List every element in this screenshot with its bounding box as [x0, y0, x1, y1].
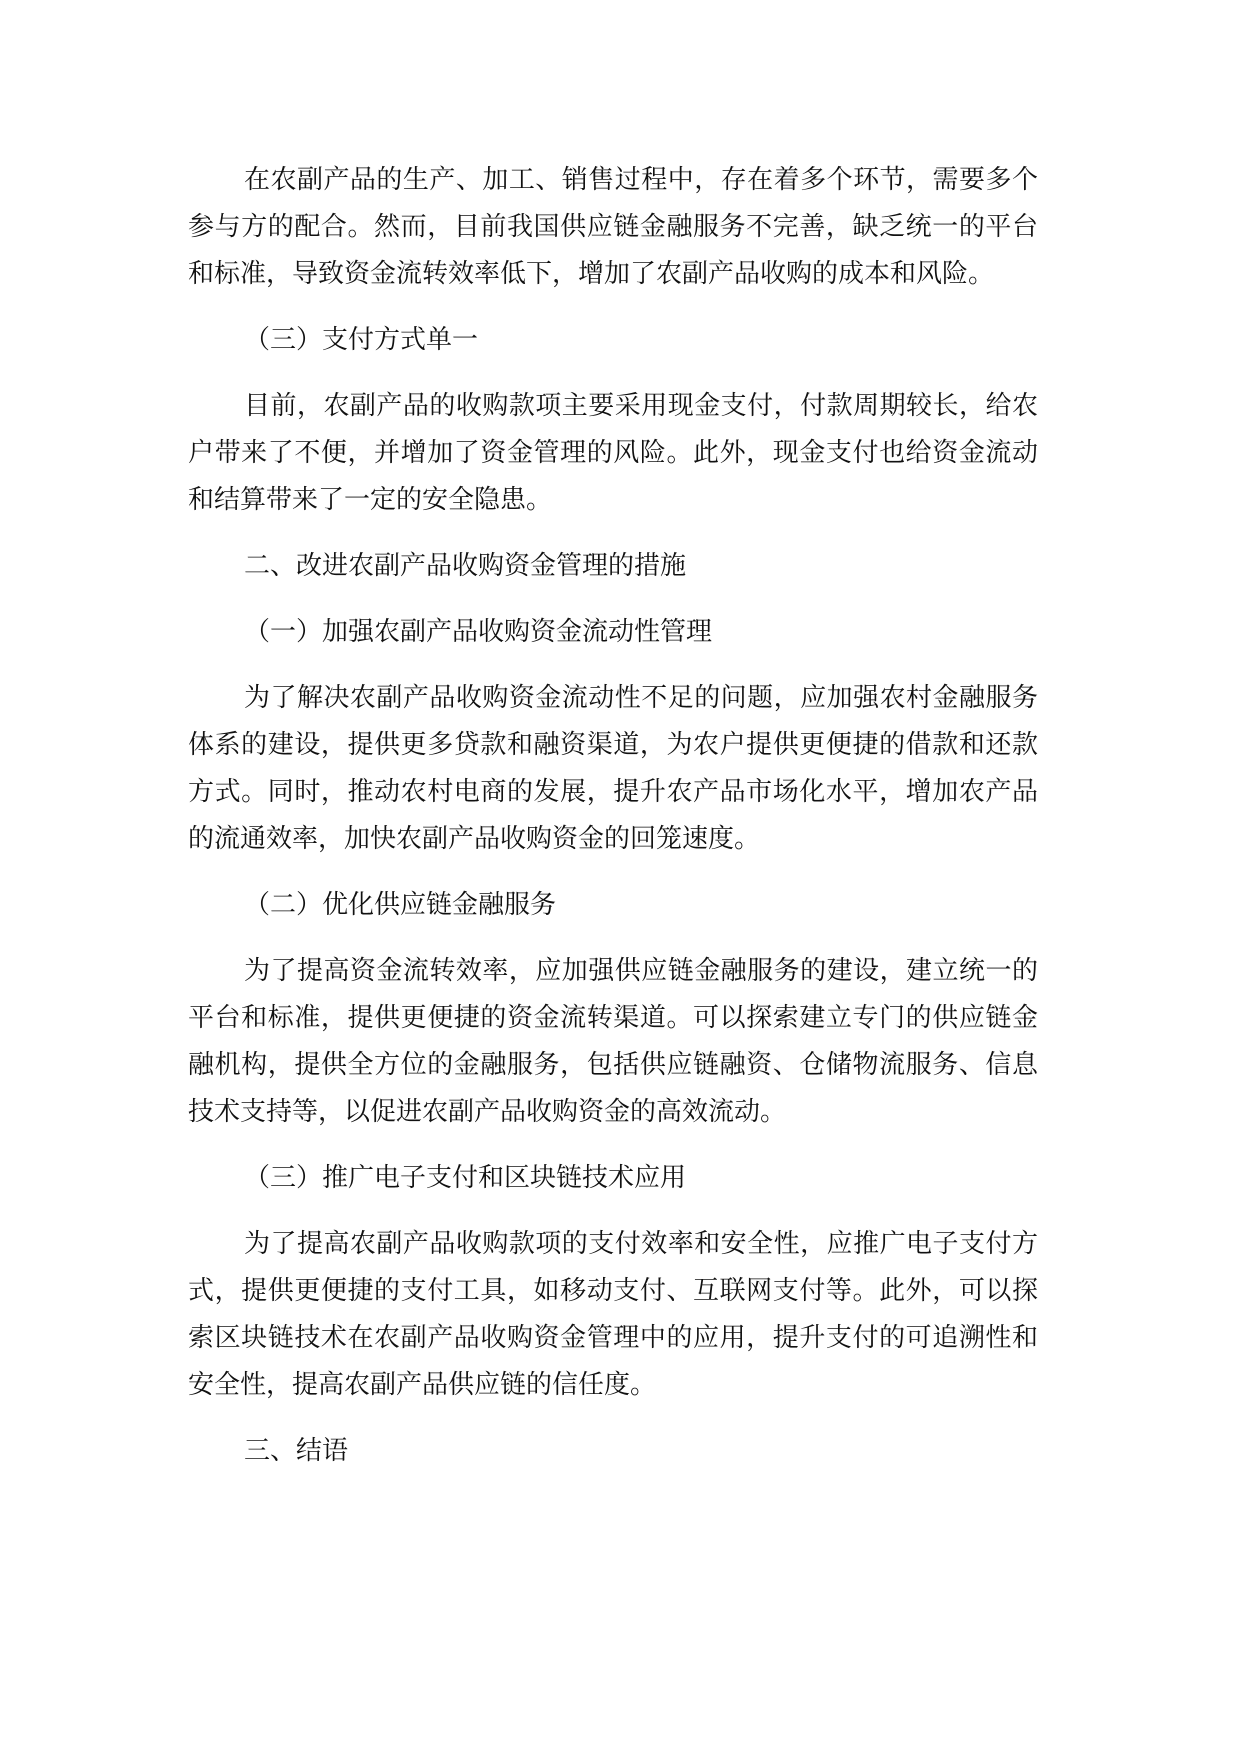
section-heading-measures: 二、改进农副产品收购资金管理的措施 — [244, 551, 687, 581]
document-body — [188, 157, 1038, 1494]
paragraph-liquidity-management: 为了解决农副产品收购资金流动性不足的问题，应加强农村金融服务体系的建设，提供更多贷款和融资渠道，为农户提供更便捷的借款和还款方式。同时，推动农村电商的发展，提升农产品市场化水平，增加农产品的流通效率，加快农副产品收购资金的回笼速度。 — [188, 683, 1038, 854]
section-heading-conclusion: 三、结语 — [244, 1436, 349, 1466]
paragraph-electronic-payment: 为了提高农副产品收购款项的支付效率和安全性，应推广电子支付方式，提供更便捷的支付工具，如移动支付、互联网支付等。此外，可以探索区块链技术在农副产品收购资金管理中的应用，提升支付的可追溯性和安全性，提高农副产品供应链的信任度。 — [188, 1229, 1038, 1400]
subheading-electronic-payment: （三）推广电子支付和区块链技术应用 — [244, 1163, 687, 1193]
paragraph-supply-chain-finance: 为了提高资金流转效率，应加强供应链金融服务的建设，建立统一的平台和标准，提供更便捷的资金流转渠道。可以探索建立专门的供应链金融机构，提供全方位的金融服务，包括供应链融资、仓储物流服务、信息技术支持等，以促进农副产品收购资金的高效流动。 — [188, 956, 1038, 1127]
subheading-payment-method: （三）支付方式单一 — [244, 325, 479, 355]
paragraph-payment-method: 目前，农副产品的收购款项主要采用现金支付，付款周期较长，给农户带来了不便，并增加了资金管理的风险。此外，现金支付也给资金流动和结算带来了一定的安全隐患。 — [188, 391, 1038, 515]
subheading-supply-chain-finance: （二）优化供应链金融服务 — [244, 890, 557, 920]
subheading-liquidity-management: （一）加强农副产品收购资金流动性管理 — [244, 617, 713, 647]
paragraph-supply-chain-issue: 在农副产品的生产、加工、销售过程中，存在着多个环节，需要多个参与方的配合。然而，目前我国供应链金融服务不完善，缺乏统一的平台和标准，导致资金流转效率低下，增加了农副产品收购的成本和风险。 — [188, 165, 1038, 289]
